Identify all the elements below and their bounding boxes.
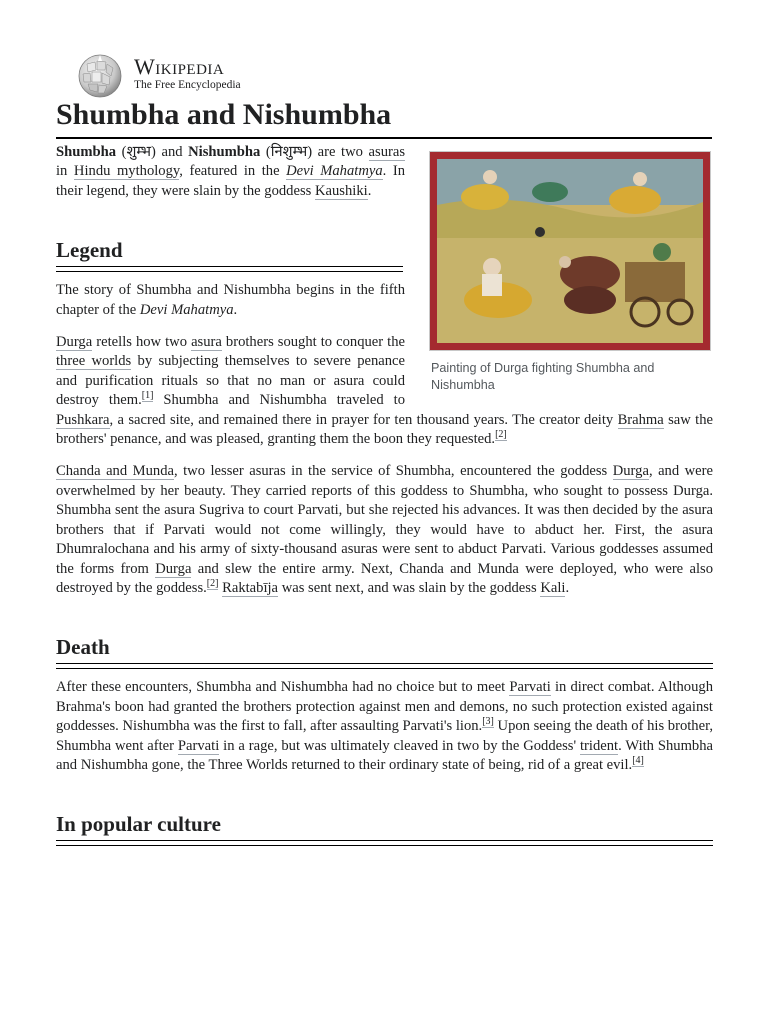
section-heading-death: Death (56, 634, 713, 664)
intro-text: are two (317, 144, 363, 160)
citation-2 (207, 578, 219, 590)
page-title: Shumbha and Nishumbha (56, 96, 712, 139)
citation-4 (632, 755, 644, 767)
citation-link[interactable]: [3] (482, 716, 494, 728)
citation-1 (142, 390, 154, 402)
citation-2 (495, 429, 507, 441)
infobox-figure (429, 151, 713, 394)
link-asura[interactable]: asura (191, 334, 222, 351)
infobox-caption: Painting of Durga fighting Shumbha and Nishumbha (431, 361, 655, 393)
death-text: in a rage, but was ultimately cleaved in two by the Goddess' (223, 737, 577, 754)
section-heading-popular-culture: In popular culture (56, 811, 713, 841)
link-trident[interactable]: trident (580, 737, 619, 754)
link-devi-mahatmya-label: Devi Mahatmya (286, 163, 383, 180)
legend-text: , two lesser asuras in the service of Shumbha, encountered the goddess (173, 463, 608, 480)
wikipedia-wordmark[interactable] (134, 56, 241, 92)
section-heading-legend: Legend (56, 237, 403, 267)
citation-link[interactable]: [1] (141, 390, 154, 402)
term-nishumbha: Nishumbha (188, 144, 261, 160)
death-text: in direct combat. Although Brahma's boon had granted the brothers protection against men and demons, no such protection existed against goddesses. Nishumbha was the first to fall, after assaulting Parvati's lion. (56, 679, 713, 735)
link-three-worlds[interactable]: three worlds (56, 353, 132, 370)
link-devi-mahatmya[interactable] (286, 163, 383, 180)
legend-emphasis: Devi Mahatmya (139, 301, 234, 318)
link-asuras[interactable]: asuras (368, 144, 406, 160)
nishumbha-devanagari: (निशुम्भ) (265, 144, 313, 160)
intro-text: . (367, 182, 372, 199)
citation-link[interactable]: [2] (495, 429, 507, 441)
death-text: . With Shumbha and Nishumbha gone, the Three Worlds returned to their ordinary state of being, rid of a great evil. (56, 737, 713, 773)
intro-text: and (161, 144, 183, 160)
legend-text: , a sacred site, and remained there in prayer for ten thousand years. The creator deity (109, 411, 614, 428)
link-chanda-and-munda[interactable]: Chanda and Munda (56, 463, 174, 480)
link-kaushiki[interactable]: Kaushiki (314, 182, 368, 199)
death-text: After these encounters, Shumbha and Nishumbha had no choice but to meet (56, 679, 506, 696)
legend-paragraph-3 (56, 462, 713, 598)
link-durga[interactable]: Durga (612, 463, 649, 480)
link-durga[interactable]: Durga (155, 560, 192, 577)
wikipedia-globe-icon[interactable] (73, 52, 127, 98)
link-parvati[interactable]: Parvati (509, 679, 551, 696)
intro-text: in (56, 163, 68, 180)
link-hindu-mythology[interactable]: Hindu mythology (73, 163, 180, 180)
link-kali[interactable]: Kali (540, 579, 566, 596)
legend-text: Shumbha and Nishumbha traveled to (163, 392, 405, 409)
citation-link[interactable]: [2] (206, 578, 219, 590)
legend-text: . (565, 579, 570, 596)
link-parvati[interactable]: Parvati (177, 737, 220, 754)
legend-text: , and were overwhelmed by her beauty. They carried reports of this goddess to Shumbha, who sought to possess Durga. Shumbha sent the asura Sugriva to court Parvati, but she rejected his advances. It was then decided by the asura brothers that if Parvati would not come willingly, they would have to abduct her. First, the asura Dhumralochana and his army of sixty-thousand asuras were sent to abduct Parvati. Various goddesses assumed the forms from (56, 463, 713, 577)
link-durga[interactable]: Durga (56, 334, 93, 351)
legend-text: by subjecting themselves to severe penance and purification rituals so that no man or asura could destroy them. (56, 353, 405, 409)
link-brahma[interactable]: Brahma (617, 411, 664, 428)
legend-text: was sent next, and was slain by the goddess (281, 579, 537, 596)
term-shumbha: Shumbha (56, 144, 117, 160)
legend-text: . (233, 301, 238, 318)
legend-text: retells how two (96, 334, 188, 351)
legend-text: saw the brothers' penance, and was pleased, granting them the boon they requested. (56, 411, 713, 448)
durga-battle-painting-image[interactable] (429, 151, 711, 351)
wordmark-tagline: The Free Encyclopedia (134, 79, 241, 91)
intro-text: , featured in the (179, 163, 280, 180)
link-pushkara[interactable]: Pushkara (56, 411, 110, 428)
citation-3 (482, 716, 494, 728)
wordmark-title: Wikipedia (134, 54, 225, 79)
legend-text: The story of Shumbha and Nishumbha begins in the fifth chapter of the (56, 282, 405, 318)
legend-text: and slew the entire army. Next, Chanda and Munda were deployed, who were also destroyed by the goddess. (56, 560, 713, 596)
death-paragraph (56, 678, 713, 775)
article-body (56, 143, 713, 855)
shumbha-devanagari: (शुम्भ) (121, 144, 156, 160)
legend-text: brothers sought to conquer the (225, 334, 405, 351)
link-raktabija[interactable]: Raktabīja (222, 579, 279, 596)
citation-link[interactable]: [4] (632, 755, 644, 767)
death-text: Upon seeing the death of his brother, Shumbha went after (56, 718, 713, 754)
intro-text: . In their legend, they were slain by the goddess (56, 163, 405, 199)
